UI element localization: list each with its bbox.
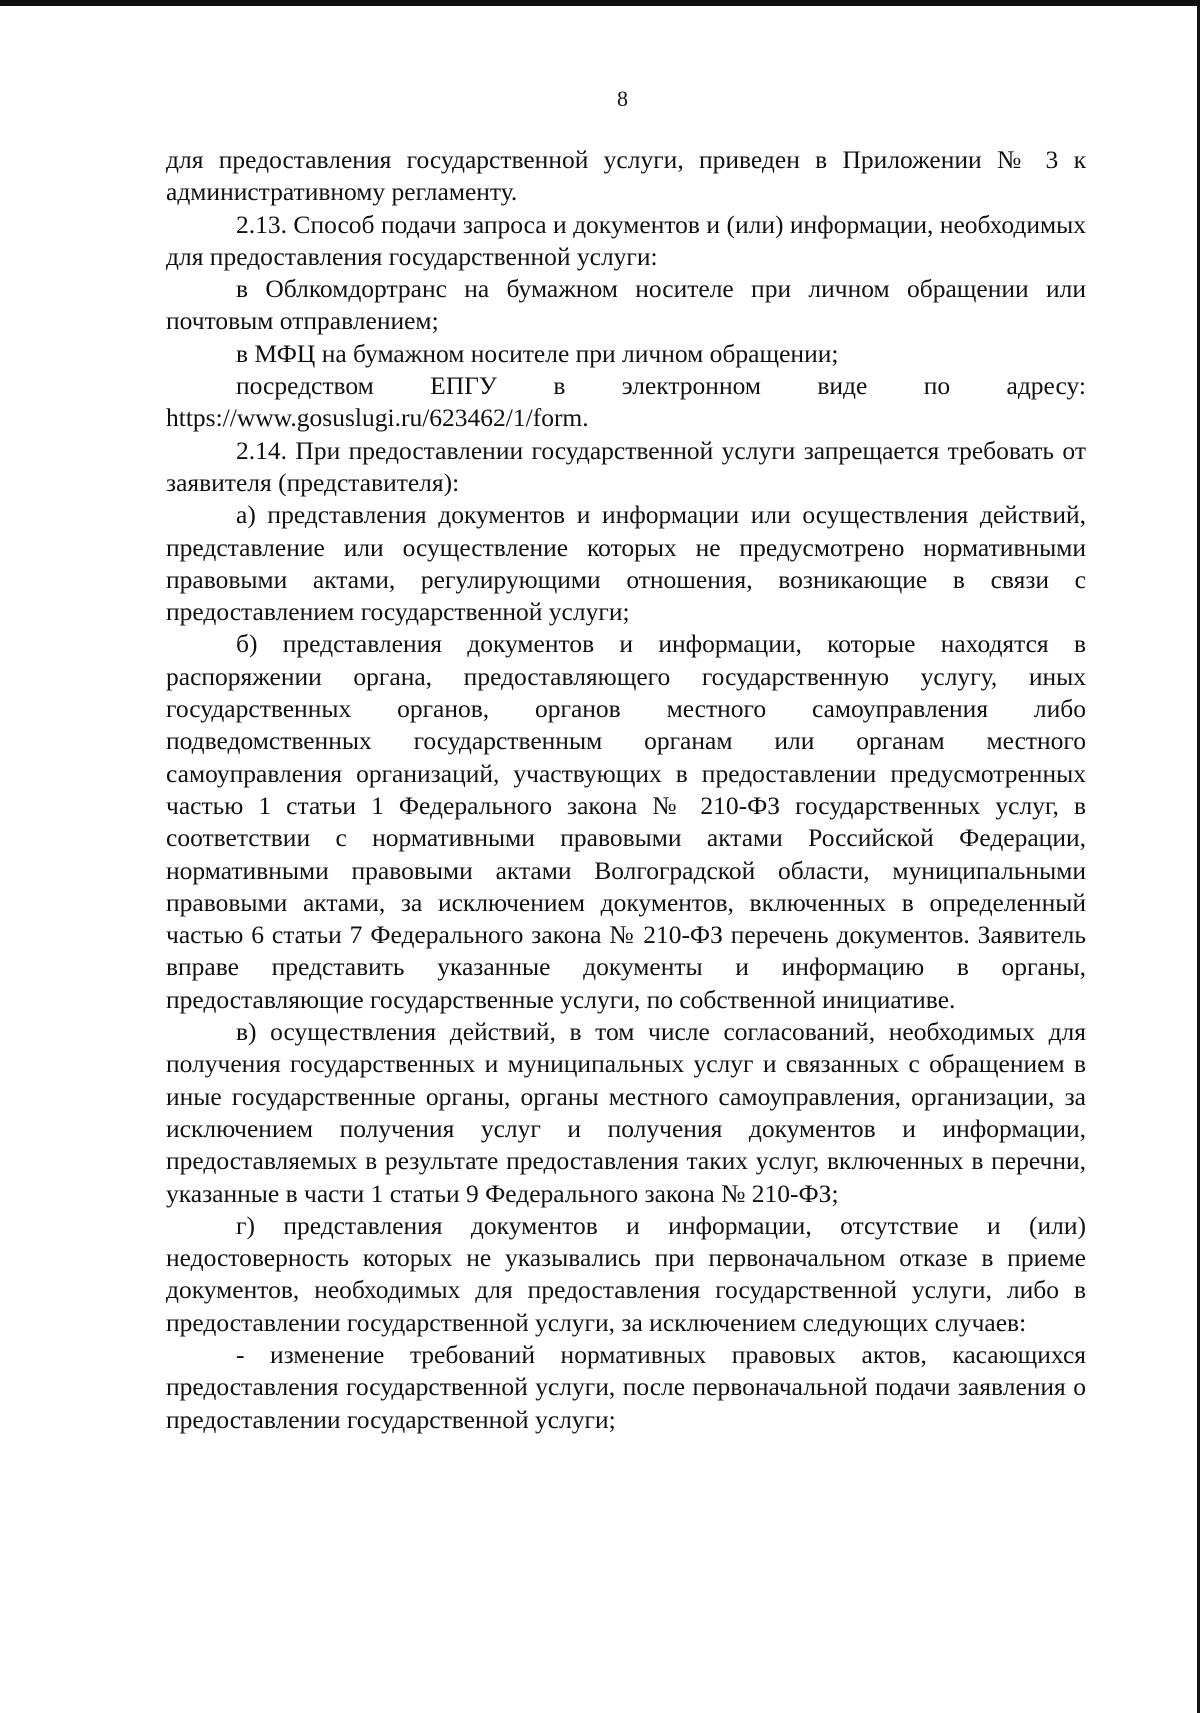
paragraph-b: б) представления документов и информации, которые находятся в распоряжении органа, предоставляющего государственную услугу, иных государственных органов, органов местного самоуправления либо подведомственных государственным органам или органам местного самоуправления организаций, участвующих в предоставлении предусмотренных частью 1 статьи 1 Федерального закона № 210-ФЗ государственных услуг, в соответствии с нормативными правовыми актами Российской Федерации, нормативными правовыми актами Волгоградской области, муниципальными правовыми актами, за исключением документов, включенных в определенный частью 6 статьи 7 Федерального закона № 210-ФЗ перечень документов. Заявитель вправе представить указанные документы и информацию в органы, предоставляющие государственные услуги, по собственной инициативе. bbox=[166, 629, 1086, 1014]
paragraph-epgu: посредством ЕПГУ в электронном виде по адресу: https://www.gosuslugi.ru/623462/1/form. bbox=[166, 371, 1086, 433]
paragraph-v: в) осуществления действий, в том числе согласований, необходимых для получения государственных и муниципальных услуг и связанных с обращением в иные государственные органы, органы местного самоуправления, организации, за исключением получения услуг и получения документов и информации, предоставляемых в результате предоставления таких услуг, включенных в перечни, указанные в части 1 статьи 9 Федерального закона № 210-ФЗ; bbox=[166, 1017, 1086, 1208]
paragraph-continuation: для предоставления государственной услуги, приведен в Приложении № 3 к административному регламенту. bbox=[166, 145, 1086, 207]
paragraph-2-13: 2.13. Способ подачи запроса и документов и (или) информации, необходимых для предоставления государственной услуги: bbox=[166, 209, 1086, 271]
paragraph-2-14: 2.14. При предоставлении государственной услуги запрещается требовать от заявителя (представителя): bbox=[166, 435, 1086, 497]
paragraph-mfc: в МФЦ на бумажном носителе при личном обращении; bbox=[236, 338, 839, 368]
page-number: 8 bbox=[617, 86, 628, 111]
paragraph-oblkomdortrans: в Облкомдортранс на бумажном носителе при личном обращении или почтовым отправлением; bbox=[166, 274, 1086, 336]
document-body bbox=[166, 144, 1086, 1436]
paragraph-g: г) представления документов и информации, отсутствие и (или) недостоверность которых не указывались при первоначальном отказе в приеме документов, необходимых для предоставления государственной услуги, либо в предоставлении государственной услуги, за исключением следующих случаев: bbox=[166, 1210, 1086, 1337]
paragraph-requirements-change: - изменение требований нормативных правовых актов, касающихся предоставления государственной услуги, после первоначальной подачи заявления о предоставлении государственной услуги; bbox=[166, 1339, 1086, 1434]
paragraph-a: а) представления документов и информации или осуществления действий, представление или осуществление которых не предусмотрено нормативными правовыми актами, регулирующими отношения, возникающие в связи с предоставлением государственной услуги; bbox=[166, 500, 1086, 627]
